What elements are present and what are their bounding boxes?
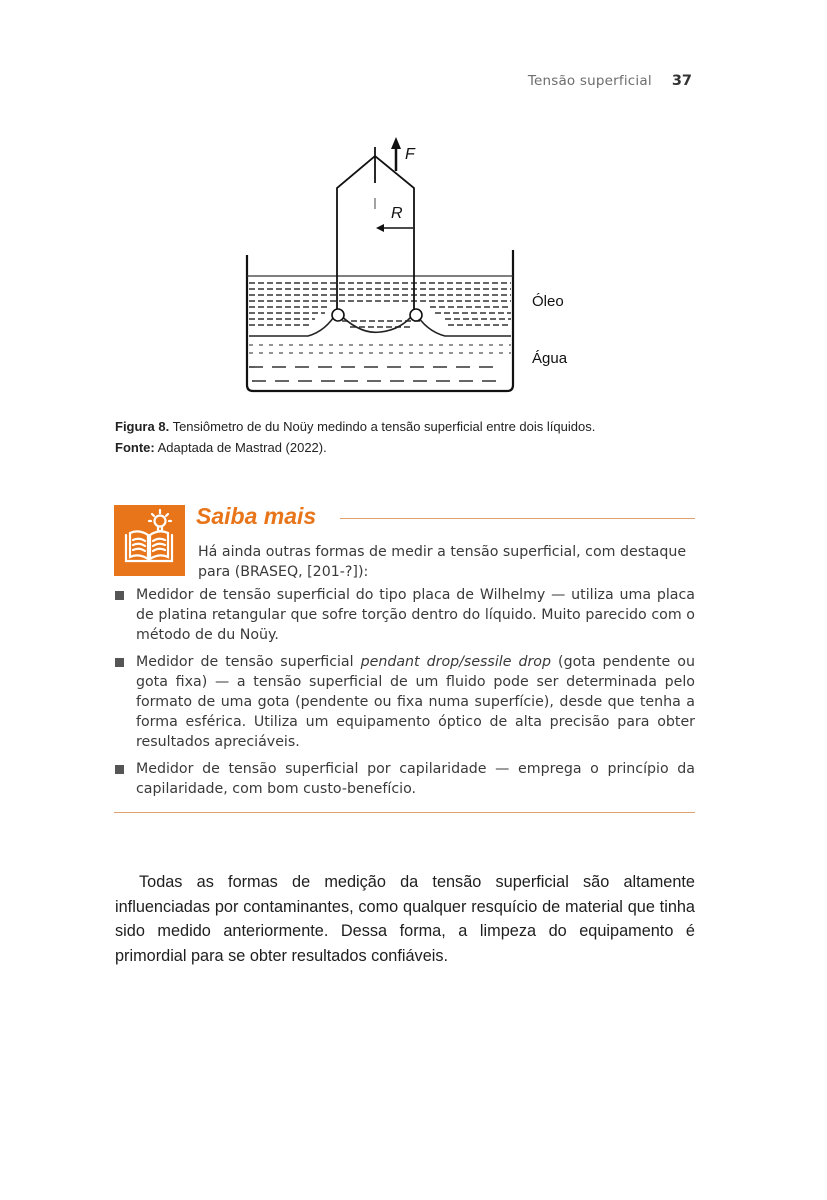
list-item-suffix: (gota pendente ou gota fixa) — a tensão superficial de um fluido pode ser determinada pelo formato de uma gota (pendente ou fixa numa superfície), desde que tenha a forma esférica. Utiliza um equipamento óptico de alta precisão para obter resultados apreciáveis. bbox=[136, 654, 695, 750]
callout-bottom-divider bbox=[114, 812, 695, 813]
list-item-italic: pendant drop/sessile drop bbox=[360, 654, 551, 670]
du-nouy-tensiometer-diagram bbox=[230, 125, 580, 405]
callout-title: Saiba mais bbox=[196, 503, 317, 529]
page-number: 37 bbox=[671, 73, 692, 89]
list-item bbox=[114, 759, 695, 799]
caption-text: Tensiômetro de du Noüy medindo a tensão superficial entre dois líquidos. bbox=[169, 419, 596, 434]
figure-caption bbox=[115, 416, 695, 458]
caption-line bbox=[115, 416, 695, 437]
source-text: Adaptada de Mastrad (2022). bbox=[154, 440, 327, 455]
source-line bbox=[115, 437, 695, 458]
caption-label: Figura 8. bbox=[115, 419, 170, 434]
figure-tensiometer bbox=[230, 125, 580, 405]
callout-intro: Há ainda outras formas de medir a tensão superficial, com destaque para (BRASEQ, [201-?]): bbox=[198, 544, 687, 580]
title-divider bbox=[340, 518, 695, 519]
oil-label: Óleo bbox=[532, 293, 564, 310]
running-header bbox=[528, 73, 692, 89]
callout-list bbox=[114, 585, 695, 806]
list-item-text: Medidor de tensão superficial do tipo placa de Wilhelmy — utiliza uma placa de platina retangular que sofre torção dentro do líquido. Muito parecido com o método de du Noüy. bbox=[136, 587, 695, 643]
running-title: Tensão superficial bbox=[527, 73, 652, 89]
source-label: Fonte: bbox=[115, 440, 155, 455]
square-bullet-icon bbox=[115, 765, 124, 774]
list-item bbox=[114, 585, 695, 645]
water-label: Água bbox=[532, 350, 568, 367]
force-label: F bbox=[405, 146, 415, 163]
square-bullet-icon bbox=[115, 658, 124, 667]
book-lightbulb-icon bbox=[114, 505, 185, 576]
list-item-prefix: Medidor de tensão superficial bbox=[136, 654, 361, 670]
body-paragraph: Todas as formas de medição da tensão superficial são altamente influenciadas por contaminantes, como qualquer resquício de material que tinha sido medido anteriormente. Dessa forma, a limpeza do equipamento é primordial para se obter resultados confiáveis. bbox=[115, 873, 695, 965]
list-item-text: Medidor de tensão superficial por capilaridade — emprega o princípio da capilaridade, com bom custo-benefício. bbox=[136, 761, 695, 797]
square-bullet-icon bbox=[115, 591, 124, 600]
list-item bbox=[114, 652, 695, 752]
radius-label: R bbox=[391, 205, 403, 222]
